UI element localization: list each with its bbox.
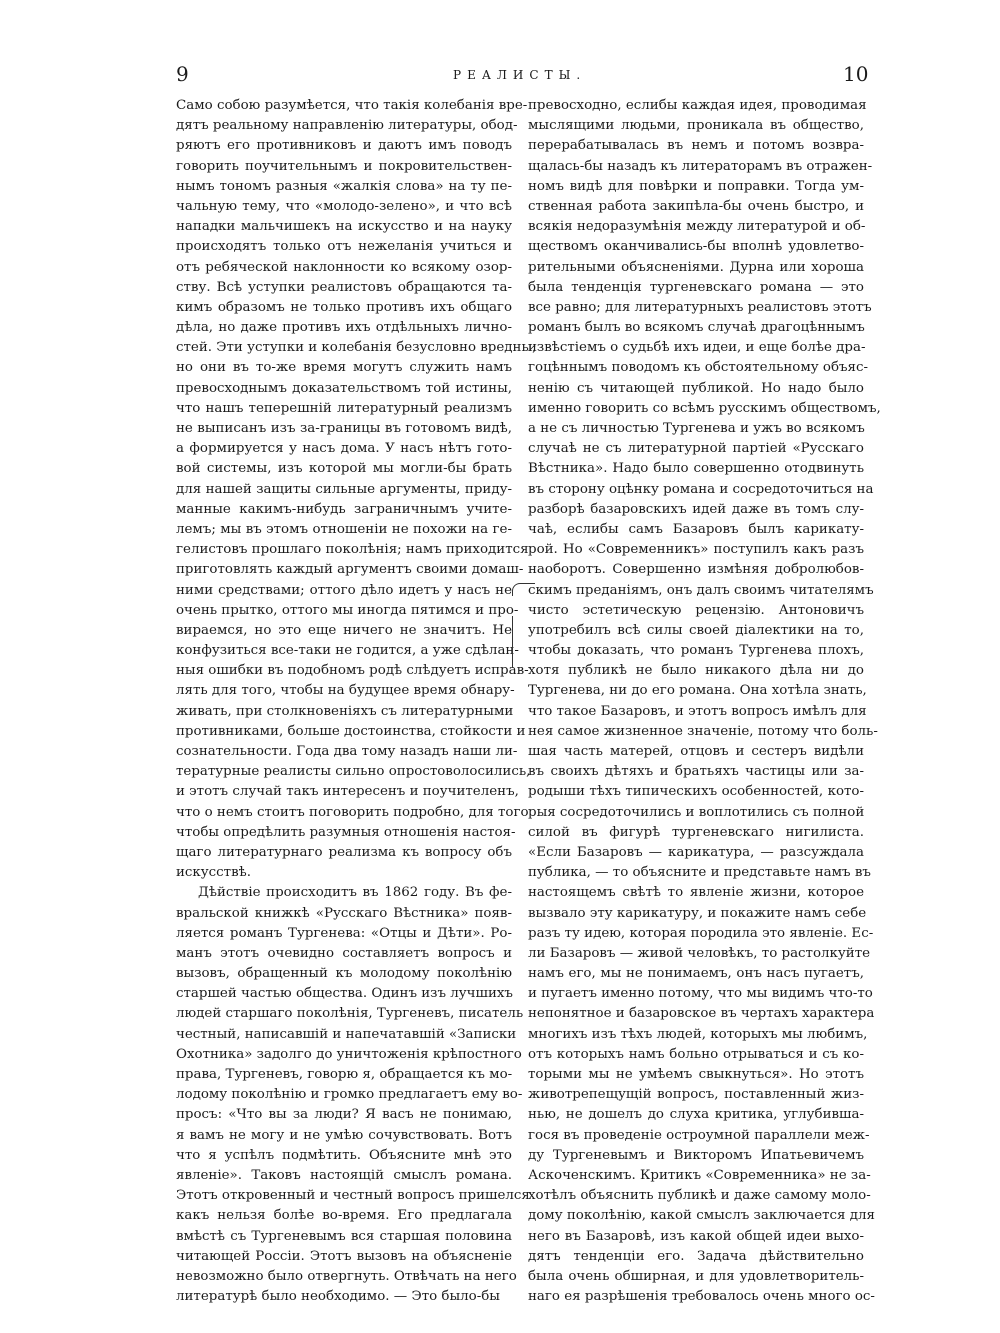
text-line: настоящемъ свѣтѣ то явленіе жизни, которое bbox=[528, 885, 864, 901]
text-line: превосходнымъ доказательствомъ той истины, bbox=[176, 380, 512, 396]
text-line: дому поколѣнію, какой смыслъ заключается для bbox=[528, 1208, 875, 1224]
text-line: лять для того, чтобы на будущее время обнару- bbox=[176, 683, 515, 699]
text-line: намъ его, мы не понимаемъ, онъ насъ пугаетъ, bbox=[528, 966, 864, 982]
text-line: ли Базаровъ — живой человѣкъ, то растолкуйте bbox=[528, 945, 871, 961]
text-line: «Если Базаровъ — карикатура, — разсуждала bbox=[528, 844, 864, 860]
text-line: ственная работа закипѣла-бы очень быстро, и bbox=[528, 198, 864, 214]
text-line: конфузиться все-таки не годится, а уже сдѣлан- bbox=[176, 643, 519, 659]
text-line: Аскоченскимъ. Критикъ «Современника» не за- bbox=[528, 1167, 871, 1183]
text-line: живать, при столкновеніяхъ съ литературными bbox=[176, 703, 514, 719]
text-line: вызовъ, обращенный къ молодому поколѣнію bbox=[176, 966, 512, 982]
text-line: манъ этотъ очевидно составляетъ вопросъ и bbox=[176, 945, 512, 961]
text-line: многихъ изъ тѣхъ людей, которыхъ мы любимъ, bbox=[528, 1026, 868, 1042]
text-line: старшей частью общества. Одинъ изъ лучшихъ bbox=[176, 986, 513, 1002]
text-line: говорить поучительнымъ и покровительствен- bbox=[176, 158, 512, 174]
text-line: шая часть матерей, отцовъ и сестеръ видѣли bbox=[528, 744, 864, 759]
text-line: нападки мальчишекъ на искусство и на науку bbox=[176, 219, 512, 235]
text-line: ныя ошибки въ подобномъ родѣ слѣдуетъ исправ- bbox=[176, 663, 529, 679]
text-line: стей. Эти уступки и колебанія безусловно вредны; bbox=[176, 340, 537, 356]
text-line: хотѣлъ объяснить публикѣ и даже самому моло- bbox=[528, 1188, 871, 1204]
right-column bbox=[528, 96, 881, 1307]
text-line: извѣстіемъ о судьбѣ ихъ идеи, и еще болѣе дра- bbox=[528, 340, 866, 356]
text-line: торыми мы не умѣемъ свыкнуться». Но этотъ bbox=[528, 1067, 864, 1082]
text-line: происходятъ только отъ нежеланія учиться и bbox=[176, 239, 512, 255]
text-line: вой системы, изъ которой мы могли-бы брать bbox=[176, 461, 512, 477]
text-line: силой въ фигурѣ тургеневскаго нигилиста. bbox=[528, 824, 864, 840]
text-line: рительными объясненіями. Дурна или хороша bbox=[528, 259, 864, 275]
text-line: очень прытко, оттого мы иногда пятимся и про- bbox=[176, 602, 519, 618]
text-line: щалась-бы назадъ къ литераторамъ въ отражен- bbox=[528, 158, 873, 174]
text-line: явленіе». Таковъ настоящій смыслъ романа. bbox=[176, 1167, 512, 1183]
text-line: романъ былъ во всякомъ случаѣ драгоцѣннымъ bbox=[528, 320, 865, 336]
text-line: Тургенева, ни до его романа. Она хотѣла знать, bbox=[528, 683, 867, 699]
text-line: невозможно было отвергнуть. Отвѣчать на него bbox=[176, 1268, 517, 1284]
margin-bracket-mark bbox=[512, 616, 521, 668]
text-line: нымъ тономъ разныя «жалкія слова» на ту пе- bbox=[176, 178, 512, 194]
text-line: все равно; для литературныхъ реалистовъ этотъ bbox=[528, 299, 872, 315]
text-line: гося въ проведеніе остроумной параллели меж- bbox=[528, 1127, 870, 1143]
text-line: для нашей защиты сильные аргументы, приду- bbox=[176, 481, 512, 497]
text-line: была очень обширная, и для удовлетворитель- bbox=[528, 1268, 864, 1284]
text-line: въ своихъ дѣтяхъ и братьяхъ частицы или за- bbox=[528, 764, 864, 780]
text-line: разборѣ базаровскихъ идей даже въ томъ слу- bbox=[528, 501, 864, 517]
text-line: разъ ту идею, которая породила это явленіе. Ес- bbox=[528, 925, 874, 941]
text-line: отъ которыхъ намъ больно отрываться и съ ко- bbox=[528, 1046, 864, 1062]
text-line: дятъ реальному направленію литературы, обод- bbox=[176, 118, 518, 134]
text-line: и этотъ случай такъ интересенъ и поучителенъ, bbox=[176, 784, 519, 800]
text-line: чальную тему, что «молодо-зелено», и что всѣ bbox=[176, 198, 512, 214]
text-line: тературные реалисты сильно опростоволосились, bbox=[176, 764, 531, 780]
text-line: отъ ребяческой наклонности ко всякому озор- bbox=[176, 259, 512, 275]
text-line: гоцѣннымъ поводомъ къ обстоятельному объяс- bbox=[528, 360, 869, 376]
text-line: публика, — то объясните и представьте намъ въ bbox=[528, 865, 871, 881]
text-line: превосходно, еслибы каждая идея, проводимая bbox=[528, 98, 867, 113]
text-line: Вѣстника». Надо было совершенно отодвинуть bbox=[528, 461, 864, 477]
text-line: него въ Базаровѣ, изъ какой общей идеи выхо- bbox=[528, 1228, 864, 1244]
text-line: была тенденція тургеневскаго романа — это bbox=[528, 279, 864, 295]
text-line: всякія недоразумѣнія между литературой и об- bbox=[528, 219, 866, 235]
text-line: ними средствами; оттого дѣло идетъ у насъ не bbox=[176, 582, 512, 598]
text-line: употребилъ всѣ силы своей діалектики на то, bbox=[528, 622, 864, 638]
text-line: я вамъ не могу и не умѣю сочувствовать. Вотъ bbox=[176, 1127, 512, 1143]
text-line: чтобы опредѣлить разумныя отношенія настоя- bbox=[176, 824, 516, 840]
running-title: РЕАЛИСТЫ. bbox=[453, 68, 587, 82]
text-line: противниками, больше достоинства, стойкости и bbox=[176, 723, 526, 739]
text-line: кимъ образомъ не только противъ ихъ общаго bbox=[176, 299, 512, 315]
text-line: вральской книжкѣ «Русскаго Вѣстника» появ- bbox=[176, 905, 512, 921]
margin-pencil-stroke bbox=[512, 583, 535, 596]
text-line: чаѣ, еслибы самъ Базаровъ былъ карикату- bbox=[528, 521, 864, 537]
text-line: честный, написавшій и напечатавшій «Записки bbox=[176, 1026, 517, 1042]
text-line: Этотъ откровенный и честный вопросъ пришелся bbox=[176, 1188, 530, 1204]
text-line: манные какимъ-нибудь заграничнымъ учите- bbox=[176, 501, 512, 517]
text-line: чтобы доказать, что романъ Тургенева плохъ, bbox=[528, 643, 864, 659]
text-line: ряютъ его противниковъ и даютъ имъ поводъ bbox=[176, 138, 512, 154]
text-line: Само собою разумѣется, что такія колебанія вре- bbox=[176, 98, 528, 113]
text-line: вызвало эту карикатуру, и покажите намъ себе bbox=[528, 905, 867, 921]
text-line: дятъ тенденціи его. Задача дѣйствительно bbox=[528, 1248, 864, 1264]
text-line: родыши тѣхъ типическихъ особенностей, кото- bbox=[528, 784, 864, 800]
text-line: животрепещущій вопросъ, поставленный жиз- bbox=[528, 1087, 864, 1103]
text-line: номъ видѣ для повѣрки и поправки. Тогда ум- bbox=[528, 178, 864, 194]
left-column bbox=[176, 96, 537, 1307]
text-line: ству. Всѣ уступки реалистовъ обращаются та- bbox=[176, 279, 512, 295]
text-line: рыя сосредоточились и воплотились съ полной bbox=[528, 804, 865, 820]
text-line: ляется романъ Тургенева: «Отцы и Дѣти». Ро- bbox=[176, 925, 512, 941]
text-line: ществомъ оканчивались-бы вполнѣ удовлетво- bbox=[528, 239, 864, 255]
page-number-left: 9 bbox=[176, 62, 189, 86]
text-line: ду Тургеневымъ и Викторомъ Ипатьевичемъ bbox=[528, 1147, 864, 1163]
text-line: щаго литературнаго реализма къ вопросу объ bbox=[176, 844, 512, 860]
text-line: вмѣстѣ съ Тургеневымъ вся старшая половина bbox=[176, 1228, 512, 1244]
text-line: людей старшаго поколѣнія, Тургеневъ, писатель bbox=[176, 1006, 524, 1022]
text-line: лемъ; мы въ этомъ отношеніи не похожи на ге- bbox=[176, 521, 512, 537]
text-line: хотя публикѣ не было никакого дѣла ни до bbox=[528, 663, 864, 679]
text-line: нея самое жизненное значеніе, потому что боль- bbox=[528, 723, 878, 739]
text-line: случаѣ не съ литературной партіей «Русскаго bbox=[528, 441, 864, 457]
text-line: просъ: «Что вы за люди? Я васъ не понимаю, bbox=[176, 1107, 512, 1123]
text-line: нью, не дошелъ до слуха критика, углубивша- bbox=[528, 1107, 864, 1123]
text-line: но они въ то-же время могутъ служить намъ bbox=[176, 360, 512, 376]
text-line: права, Тургеневъ, говорю я, обращается къ мо- bbox=[176, 1067, 513, 1082]
text-line: дѣла, но даже противъ ихъ отдѣльныхъ лично- bbox=[176, 320, 512, 336]
text-line: перерабатывалась въ немъ и потомъ возвра- bbox=[528, 138, 864, 154]
text-line: наоборотъ. Совершенно измѣняя добролюбов- bbox=[528, 562, 864, 578]
text-line: скимъ преданіямъ, онъ далъ своимъ читателямъ bbox=[528, 582, 874, 598]
text-line: и пугаетъ именно потому, что мы видимъ что-то bbox=[528, 986, 873, 1002]
text-line: читающей Россіи. Этотъ вызовъ на объясненіе bbox=[176, 1248, 512, 1264]
text-line: Дѣйствіе происходитъ въ 1862 году. Въ фе- bbox=[198, 885, 512, 901]
text-line: гелистовъ прошлаго поколѣнія; намъ приходится bbox=[176, 542, 529, 558]
text-line: именно говорить со всѣмъ русскимъ обществомъ, bbox=[528, 400, 881, 416]
text-line: лодому поколѣнію и громко предлагаетъ ему во- bbox=[176, 1087, 523, 1103]
text-line: непонятное и базаровское въ чертахъ характера bbox=[528, 1006, 875, 1022]
text-line: а формируется у насъ дома. У насъ нѣтъ гото- bbox=[176, 441, 512, 457]
text-line: сознательности. Года два тому назадъ наши ли- bbox=[176, 744, 518, 759]
text-line: что такое Базаровъ, и этотъ вопросъ имѣлъ для bbox=[528, 703, 867, 719]
text-line: въ сторону оцѣнку романа и сосредоточиться на bbox=[528, 481, 874, 497]
text-line: Охотника» задолго до уничтоженія крѣпостного bbox=[176, 1046, 522, 1062]
text-line: что я успѣлъ подмѣтить. Объясните мнѣ это bbox=[176, 1147, 512, 1163]
text-line: ненію съ читающей публикой. Но надо было bbox=[528, 380, 864, 396]
text-line: вираемся, но это еще ничего не значитъ. Не bbox=[176, 622, 512, 638]
text-line: а не съ личностью Тургенева и ужъ во всякомъ bbox=[528, 421, 865, 436]
text-line: искусствѣ. bbox=[176, 865, 251, 881]
text-line: рой. Но «Современникъ» поступилъ какъ разъ bbox=[528, 542, 864, 558]
page-number-right: 10 bbox=[843, 62, 869, 86]
text-line: литературѣ было необходимо. — Это было-бы bbox=[176, 1289, 500, 1305]
text-line: наго ея разрѣшенія требовалось очень много ос- bbox=[528, 1289, 875, 1305]
text-line: чисто эстетическую рецензію. Антоновичъ bbox=[528, 602, 864, 618]
text-line: что нашъ теперешній литературный реализмъ bbox=[176, 400, 512, 416]
text-line: какъ нельзя болѣе во-время. Его предлагала bbox=[176, 1208, 512, 1224]
text-line: мыслящими людьми, проникала въ общество, bbox=[528, 118, 864, 134]
text-line: приготовлять каждый аргументъ своими домаш- bbox=[176, 562, 524, 578]
text-line: что о немъ стоитъ поговорить подробно, для того bbox=[176, 804, 529, 820]
text-line: не выписанъ изъ за-границы въ готовомъ видѣ, bbox=[176, 421, 512, 436]
